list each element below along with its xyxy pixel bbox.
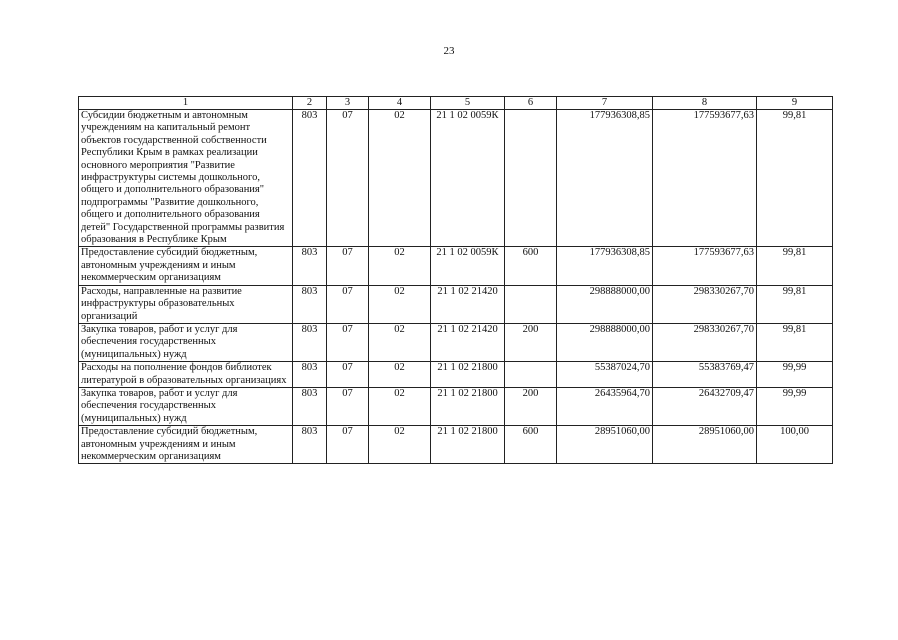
planned-amount-cell: 26435964,70 (557, 387, 653, 425)
section-code-cell: 07 (327, 323, 369, 361)
budget-table (78, 96, 833, 464)
column-header: 4 (369, 97, 431, 110)
column-header: 1 (79, 97, 293, 110)
table-row (79, 323, 833, 361)
planned-amount-cell: 28951060,00 (557, 426, 653, 464)
chapter-code-cell: 803 (293, 247, 327, 285)
table-row (79, 285, 833, 323)
expense-type-cell: 600 (505, 426, 557, 464)
executed-amount-cell: 298330267,70 (653, 323, 757, 361)
subsection-code-cell: 02 (369, 323, 431, 361)
subsection-code-cell: 02 (369, 426, 431, 464)
target-article-cell: 21 1 02 21420 (431, 285, 505, 323)
executed-amount-cell: 28951060,00 (653, 426, 757, 464)
section-code-cell: 07 (327, 387, 369, 425)
row-name-cell: Субсидии бюджетным и автономным учреждениям на капитальный ремонт объектов государственной собственности Республики Крым в рамках реализации основного мероприятия "Развитие инфраструктуры системы дошкольного, общего и дополнительного образования" подпрограммы "Развитие дошкольного, общего и дополнительного образования детей" Государственной программы развития образования в Республике Крым (79, 110, 293, 247)
expense-type-cell: 600 (505, 247, 557, 285)
executed-amount-cell: 177593677,63 (653, 247, 757, 285)
planned-amount-cell: 298888000,00 (557, 323, 653, 361)
target-article-cell: 21 1 02 21800 (431, 426, 505, 464)
execution-percent-cell: 99,81 (757, 323, 833, 361)
column-header: 2 (293, 97, 327, 110)
table-row (79, 426, 833, 464)
header-row (79, 97, 833, 110)
execution-percent-cell: 99,81 (757, 110, 833, 247)
chapter-code-cell: 803 (293, 362, 327, 388)
table-row (79, 247, 833, 285)
execution-percent-cell: 99,81 (757, 247, 833, 285)
page-number: 23 (443, 45, 455, 57)
column-header: 6 (505, 97, 557, 110)
column-header: 7 (557, 97, 653, 110)
table-row (79, 110, 833, 247)
subsection-code-cell: 02 (369, 387, 431, 425)
chapter-code-cell: 803 (293, 323, 327, 361)
section-code-cell: 07 (327, 110, 369, 247)
chapter-code-cell: 803 (293, 387, 327, 425)
target-article-cell: 21 1 02 0059К (431, 247, 505, 285)
expense-type-cell: 200 (505, 323, 557, 361)
row-name-cell: Расходы, направленные на развитие инфраструктуры образовательных организаций (79, 285, 293, 323)
row-name-cell: Предоставление субсидий бюджетным, автономным учреждениям и иным некоммерческим организациям (79, 247, 293, 285)
expense-type-cell (505, 110, 557, 247)
target-article-cell: 21 1 02 21800 (431, 362, 505, 388)
section-code-cell: 07 (327, 247, 369, 285)
expense-type-cell (505, 285, 557, 323)
target-article-cell: 21 1 02 21420 (431, 323, 505, 361)
column-header: 8 (653, 97, 757, 110)
target-article-cell: 21 1 02 0059К (431, 110, 505, 247)
execution-percent-cell: 99,81 (757, 285, 833, 323)
execution-percent-cell: 99,99 (757, 387, 833, 425)
column-header: 3 (327, 97, 369, 110)
chapter-code-cell: 803 (293, 285, 327, 323)
subsection-code-cell: 02 (369, 362, 431, 388)
executed-amount-cell: 177593677,63 (653, 110, 757, 247)
row-name-cell: Предоставление субсидий бюджетным, автономным учреждениям и иным некоммерческим организациям (79, 426, 293, 464)
section-code-cell: 07 (327, 426, 369, 464)
column-header: 9 (757, 97, 833, 110)
planned-amount-cell: 55387024,70 (557, 362, 653, 388)
table-row (79, 362, 833, 388)
row-name-cell: Закупка товаров, работ и услуг для обеспечения государственных (муниципальных) нужд (79, 387, 293, 425)
executed-amount-cell: 298330267,70 (653, 285, 757, 323)
subsection-code-cell: 02 (369, 285, 431, 323)
subsection-code-cell: 02 (369, 247, 431, 285)
executed-amount-cell: 26432709,47 (653, 387, 757, 425)
expense-type-cell: 200 (505, 387, 557, 425)
executed-amount-cell: 55383769,47 (653, 362, 757, 388)
column-header: 5 (431, 97, 505, 110)
chapter-code-cell: 803 (293, 110, 327, 247)
subsection-code-cell: 02 (369, 110, 431, 247)
planned-amount-cell: 177936308,85 (557, 110, 653, 247)
execution-percent-cell: 99,99 (757, 362, 833, 388)
section-code-cell: 07 (327, 285, 369, 323)
row-name-cell: Расходы на пополнение фондов библиотек литературой в образовательных организациях (79, 362, 293, 388)
planned-amount-cell: 177936308,85 (557, 247, 653, 285)
table-row (79, 387, 833, 425)
section-code-cell: 07 (327, 362, 369, 388)
chapter-code-cell: 803 (293, 426, 327, 464)
target-article-cell: 21 1 02 21800 (431, 387, 505, 425)
expense-type-cell (505, 362, 557, 388)
row-name-cell: Закупка товаров, работ и услуг для обеспечения государственных (муниципальных) нужд (79, 323, 293, 361)
planned-amount-cell: 298888000,00 (557, 285, 653, 323)
execution-percent-cell: 100,00 (757, 426, 833, 464)
